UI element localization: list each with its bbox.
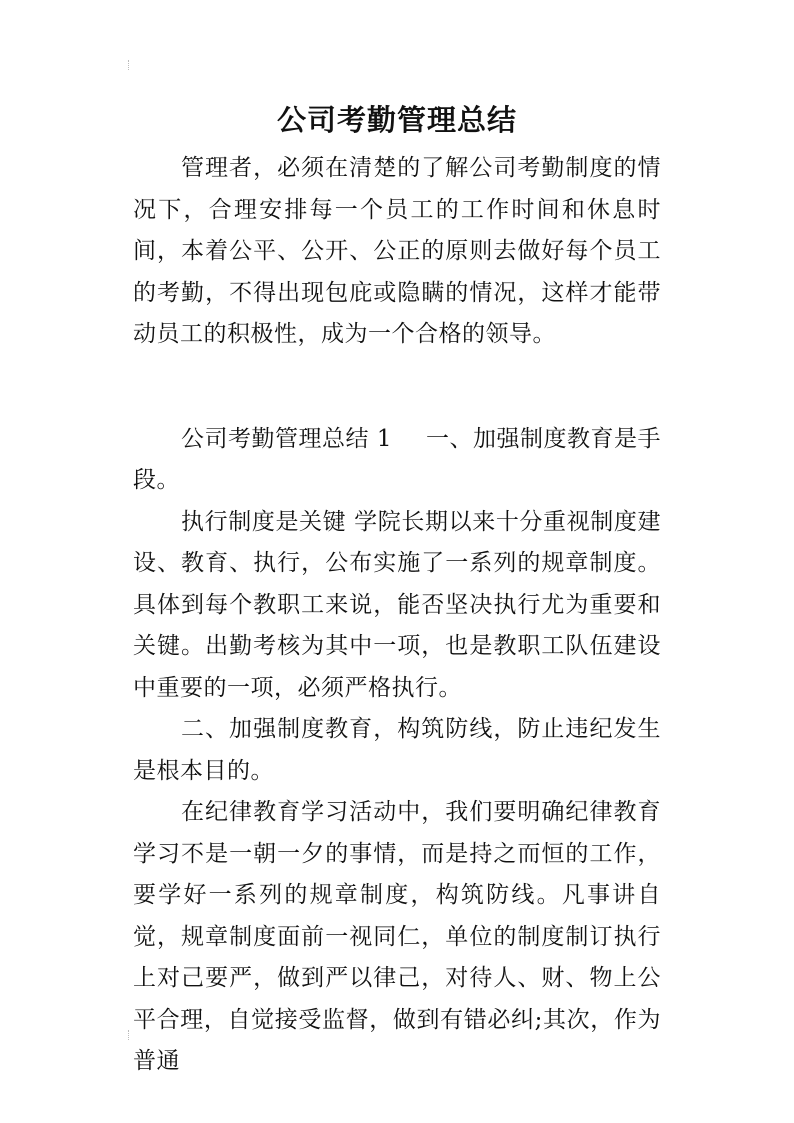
document-title: 公司考勤管理总结 xyxy=(276,103,517,137)
intro-paragraph: 管理者，必须在清楚的了解公司考勤制度的情况下，合理安排每一个员工的工作时间和休息时间，本着公平、公开、公正的原则去做好每个员工的考勤，不得出现包庇或隐瞒的情况，这样才能带动员工的积极性，成为一个合格的领导。 xyxy=(133,155,661,347)
section-heading-paragraph xyxy=(133,419,661,502)
body-paragraph-1: 执行制度是关键 学院长期以来十分重视制度建设、教育、执行，公布实施了一系列的规章制度。具体到每个教职工来说，能否坚决执行尤为重要和关键。出勤考核为其中一项，也是教职工队伍建设中重要的一项，必须严格执行。 xyxy=(133,508,661,701)
page-corner-mark-top xyxy=(128,60,135,70)
page-corner-mark-bottom xyxy=(128,1030,135,1040)
document-body xyxy=(133,148,661,1083)
section-point-1: 一、加强制度教育是手段。 xyxy=(133,425,661,493)
paragraph-spacer xyxy=(133,356,661,419)
body-paragraph-2: 二、加强制度教育，构筑防线，防止违纪发生是根本目的。 xyxy=(133,716,661,784)
body-paragraph-3: 在纪律教育学习活动中，我们要明确纪律教育学习不是一朝一夕的事情，而是持之而恒的工作，要学好一系列的规章制度，构筑防线。凡事讲自觉，规章制度面前一视同仁，单位的制度制订执行上对己要严，做到严以律己，对待人、财、物上公平合理，自觉接受监督，做到有错必纠;其次，作为普通 xyxy=(133,799,661,1074)
section-heading: 公司考勤管理总结 1 xyxy=(181,425,392,452)
